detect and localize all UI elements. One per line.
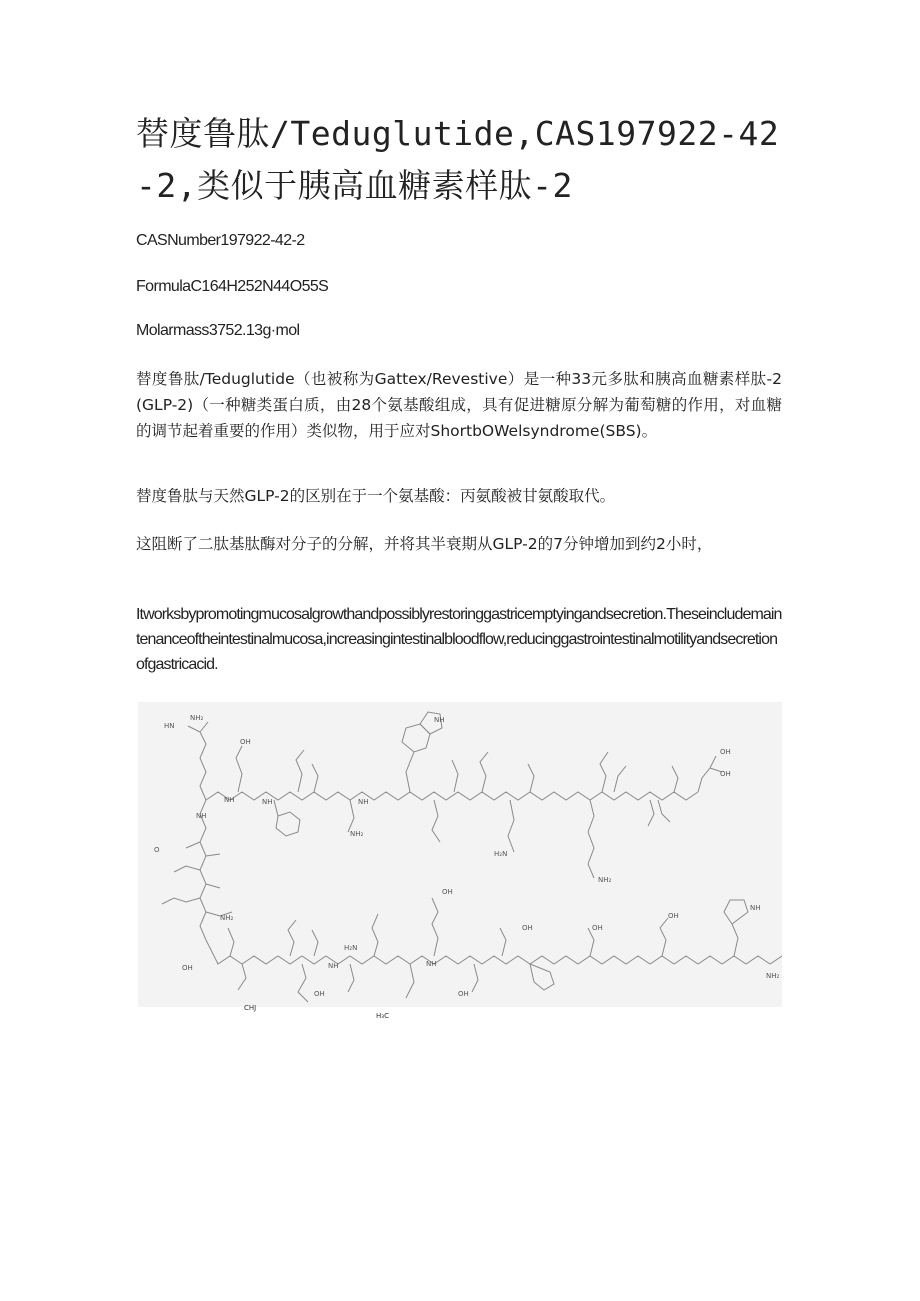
cas-number-line: CASNumber197922-42-2	[136, 232, 305, 249]
half-life-paragraph: 这阻断了二肽基肽酶对分子的分解，并将其半衰期从GLP-2的7分钟增加到约2小时，	[136, 535, 713, 553]
atom-label: OH	[458, 990, 469, 998]
atom-label: H₂N	[494, 850, 508, 858]
atom-label: NH₂	[220, 914, 234, 922]
atom-label: H₂N	[344, 944, 358, 952]
atom-label: OH	[182, 964, 193, 972]
atom-label: NH	[262, 798, 273, 806]
atom-label: OH	[668, 912, 679, 920]
left-backbone	[200, 800, 206, 940]
atom-label: HN	[164, 722, 175, 730]
phenylalanine-ring	[276, 812, 300, 836]
atom-label: NH	[750, 904, 761, 912]
molar-mass-line: Molarmass3752.13g·mol	[136, 322, 300, 339]
atom-label: NH	[196, 812, 207, 820]
arginine-chain	[200, 732, 206, 800]
atom-label: OH	[720, 770, 731, 778]
atom-label: OH	[240, 738, 251, 746]
peptide-structure-figure	[138, 702, 782, 1007]
mechanism-paragraph: Itworksbypromotingmucosalgrowthandpossiblyrestoringgastricemptyingandsecretion.Theseincludemaintenanceoftheintestinalmucosa,increasingintestinalbloodflow,reducinggastrointestinalmotilityandsecretionofgastricacid.	[136, 606, 782, 673]
bottom-backbone	[206, 940, 782, 964]
bottom-phenyl-ring	[530, 964, 554, 990]
atom-label: OH	[522, 924, 533, 932]
atom-label: OH	[720, 748, 731, 756]
document-title: 替度鲁肽/Teduglutide,CAS197922-42-2,类似于胰高血糖素样肽-2	[136, 114, 780, 205]
formula-line: FormulaC164H252N44O55S	[136, 278, 329, 295]
atom-label: NH₂	[190, 714, 204, 722]
methyl-label: CHJ	[244, 1004, 257, 1012]
atom-label: O	[154, 846, 160, 854]
atom-label: NH	[328, 962, 339, 970]
methyl-label: H₃C	[376, 1012, 389, 1020]
top-backbone	[206, 792, 698, 800]
atom-label: OH	[442, 888, 453, 896]
atom-label: NH₂	[766, 972, 780, 980]
atom-label: NH	[358, 798, 369, 806]
peptide-structure-drawing	[138, 702, 782, 1007]
atom-label: NH	[426, 960, 437, 968]
atom-label: NH	[434, 716, 445, 724]
description-paragraph: 替度鲁肽/Teduglutide（也被称为Gattex/Revestive）是一种33元多肽和胰高血糖素样肽-2(GLP-2)（一种糖类蛋白质，由28个氨基酸组成，具有促进糖原分解为葡萄糖的作用，对血糖的调节起着重要的作用）类似物，用于应对ShortbOWelsyndrome(SBS)。	[136, 370, 782, 440]
difference-paragraph: 替度鲁肽与天然GLP-2的区别在于一个氨基酸：丙氨酸被甘氨酸取代。	[136, 487, 616, 505]
atom-label: NH₂	[598, 876, 612, 884]
atom-label: NH	[224, 796, 235, 804]
atom-label: OH	[314, 990, 325, 998]
atom-label: OH	[592, 924, 603, 932]
tryptophan-chain	[406, 752, 414, 792]
atom-label: NH₂	[350, 830, 364, 838]
histidine-ring	[724, 900, 748, 924]
